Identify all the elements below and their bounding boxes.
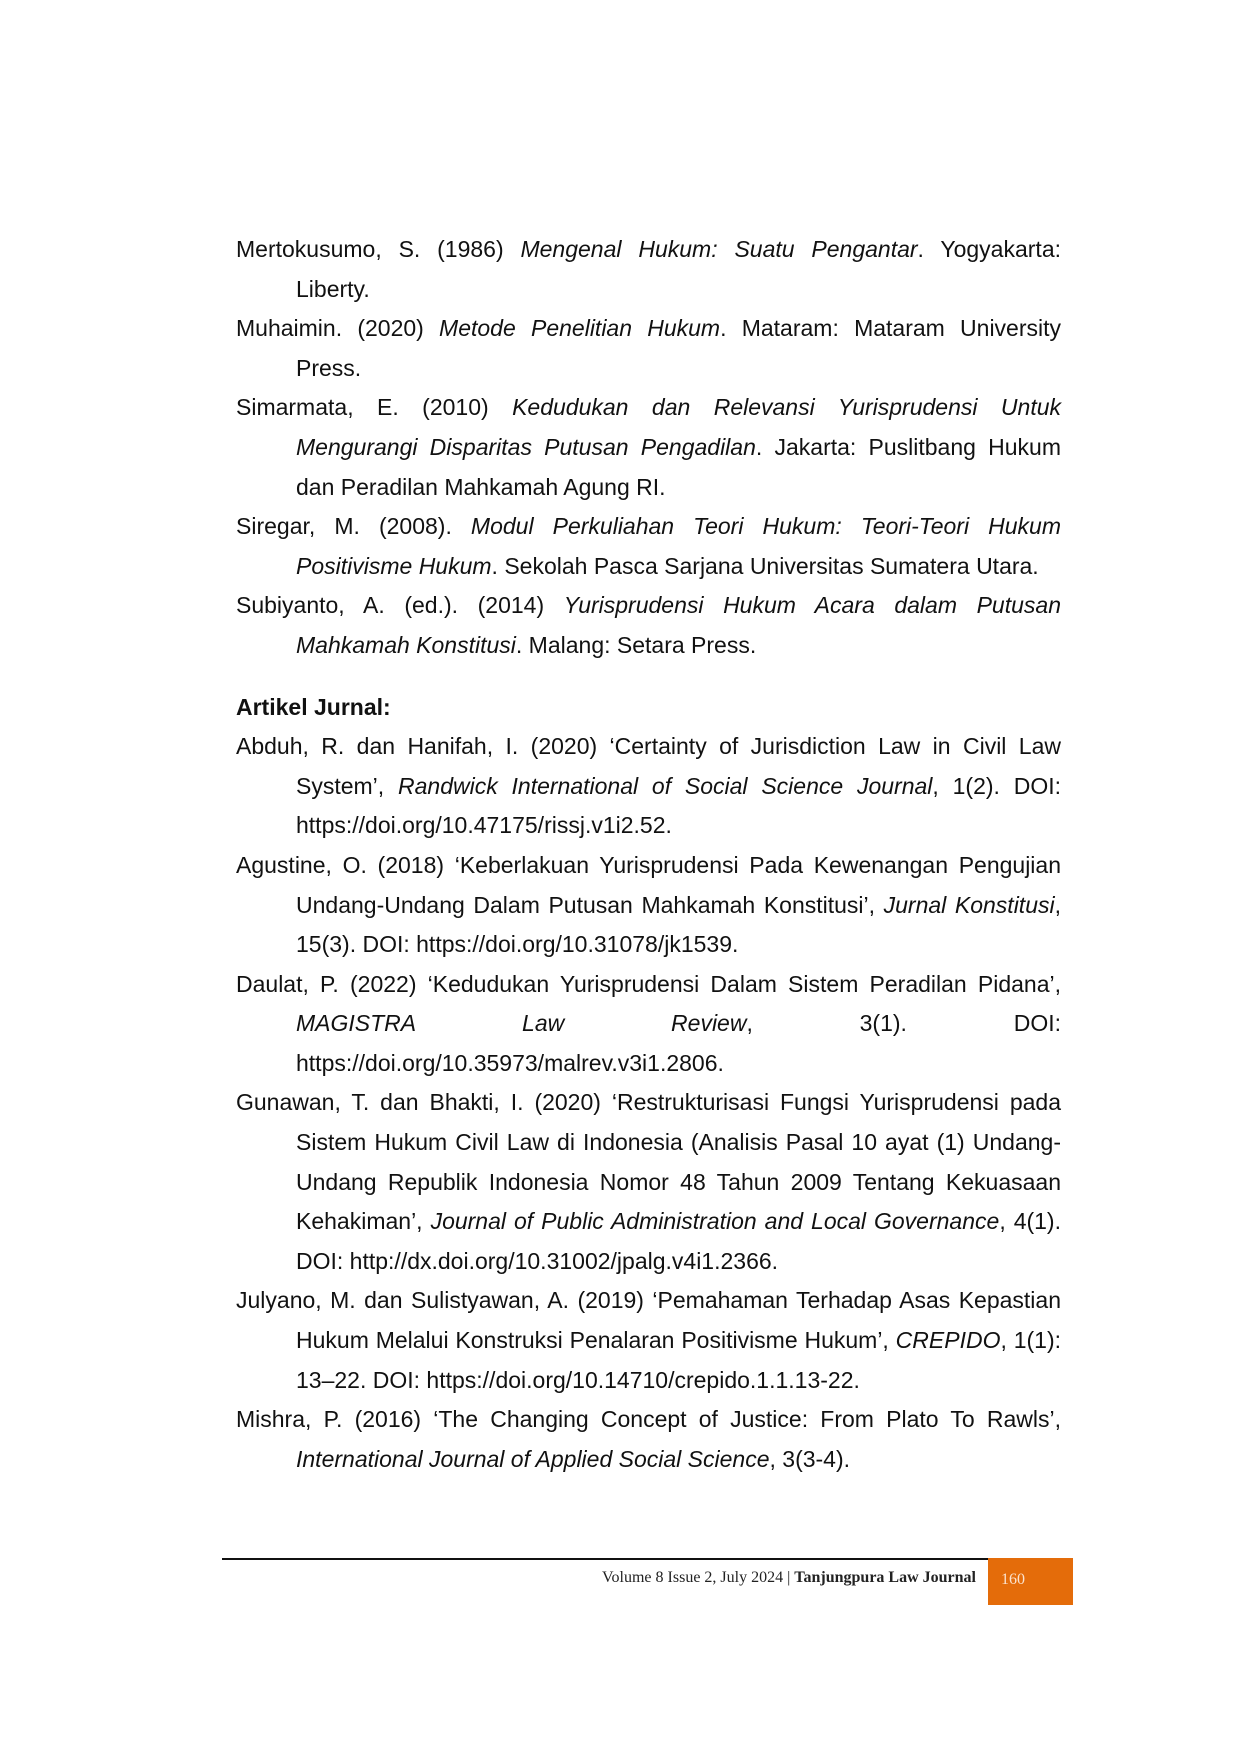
section-heading-journal-articles: Artikel Jurnal: [236, 693, 391, 720]
footer-citation [602, 1566, 976, 1590]
footer-issue: Volume 8 Issue 2, July 2024 [602, 1569, 784, 1586]
page-number: 160 [988, 1558, 1073, 1605]
reference-entry: Gunawan, T. dan Bhakti, I. (2020) ‘Restrukturisasi Fungsi Yurisprudensi pada Sistem Hukum Civil Law di Indonesia (Analisis Pasal 10 ayat (1) Undang-Undang Republik Indonesia Nomor 48 Tahun 2009 Tentang Kekuasaan Kehakiman’, Journal of Public Administration and Local Governance, 4(1). DOI: http://dx.doi.org/10.31002/jpalg.v4i1.2366. [236, 1089, 1061, 1274]
reference-entry: Mertokusumo, S. (1986) Mengenal Hukum: Suatu Pengantar. Yogyakarta: Liberty. [236, 236, 1061, 302]
reference-list [236, 230, 1061, 1479]
reference-entry: Mishra, P. (2016) ‘The Changing Concept of Justice: From Plato To Rawls’, International Journal of Applied Social Science, 3(3-4). [236, 1406, 1061, 1472]
reference-entry: Muhaimin. (2020) Metode Penelitian Hukum. Mataram: Mataram University Press. [236, 315, 1062, 381]
footer-divider [222, 1558, 1072, 1560]
reference-entry: Siregar, M. (2008). Modul Perkuliahan Teori Hukum: Teori-Teori Hukum Positivisme Hukum. Sekolah Pasca Sarjana Universitas Sumatera Utara. [236, 513, 1062, 579]
footer-separator: | [787, 1569, 791, 1586]
reference-entry: Agustine, O. (2018) ‘Keberlakuan Yurisprudensi Pada Kewenangan Pengujian Undang-Undang Dalam Putusan Mahkamah Konstitusi’, Jurnal Konstitusi, 15(3). DOI: https://doi.org/10.31078/jk1539. [236, 851, 1061, 958]
reference-entry: Abduh, R. dan Hanifah, I. (2020) ‘Certainty of Jurisdiction Law in Civil Law System’, Randwick International of Social Science Journal, 1(2). DOI: https://doi.org/10.47175/rissj.v1i2.52. [236, 733, 1061, 839]
reference-entry: Subiyanto, A. (ed.). (2014) Yurisprudensi Hukum Acara dalam Putusan Mahkamah Konstitusi. Malang: Setara Press. [236, 592, 1061, 658]
reference-entry: Daulat, P. (2022) ‘Kedudukan Yurisprudensi Dalam Sistem Peradilan Pidana’, MAGISTRA Law Review, 3(1). DOI: https://doi.org/10.35973/malrev.v3i1.2806. [236, 970, 1061, 1076]
reference-entry: Julyano, M. dan Sulistyawan, A. (2019) ‘Pemahaman Terhadap Asas Kepastian Hukum Melalui Konstruksi Penalaran Positivisme Hukum’, CREPIDO, 1(1): 13–22. DOI: https://doi.org/10.14710/crepido.1.1.13-22. [236, 1287, 1061, 1393]
reference-entry: Simarmata, E. (2010) Kedudukan dan Relevansi Yurisprudensi Untuk Mengurangi Disparitas Putusan Pengadilan. Jakarta: Puslitbang Hukum dan Peradilan Mahkamah Agung RI. [236, 394, 1061, 500]
footer-journal-name: Tanjungpura Law Journal [794, 1569, 976, 1586]
